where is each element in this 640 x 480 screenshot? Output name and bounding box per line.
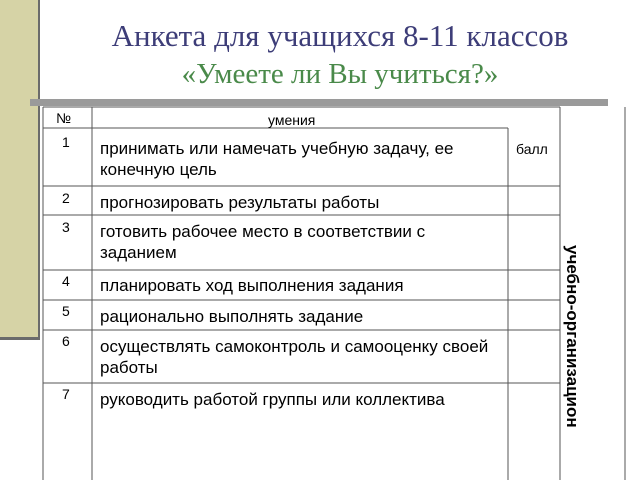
category-vertical-label: учебно-организацион: [563, 245, 582, 428]
header-number: №: [56, 110, 72, 126]
row-skill: готовить рабочее место в соответствии с заданием: [100, 222, 426, 262]
header-skills: умения: [268, 112, 316, 128]
row-number: 1: [62, 134, 70, 150]
row-skill: принимать или намечать учебную задачу, ее конечную цель: [100, 139, 454, 179]
title-underline-bar: [30, 99, 608, 106]
row-number: 7: [62, 386, 70, 402]
page-title: Анкета для учащихся 8-11 классов: [111, 18, 569, 53]
row-skill: осуществлять самоконтроль и самооценку своей работы: [100, 337, 489, 377]
row-skill: рационально выполнять задание: [100, 307, 364, 326]
page-subtitle: «Умеете ли Вы учиться?»: [181, 58, 499, 90]
row-number: 2: [62, 190, 70, 206]
row-number: 3: [62, 219, 70, 235]
row-number: 6: [62, 333, 70, 349]
row-number: 5: [62, 303, 70, 319]
row-skill: руководить работой группы или коллектива: [100, 390, 445, 409]
row-skill: планировать ход выполнения задания: [100, 276, 404, 295]
row-number: 4: [62, 273, 70, 289]
header-score: балл: [516, 141, 548, 157]
row-skill: прогнозировать результаты работы: [100, 193, 380, 212]
